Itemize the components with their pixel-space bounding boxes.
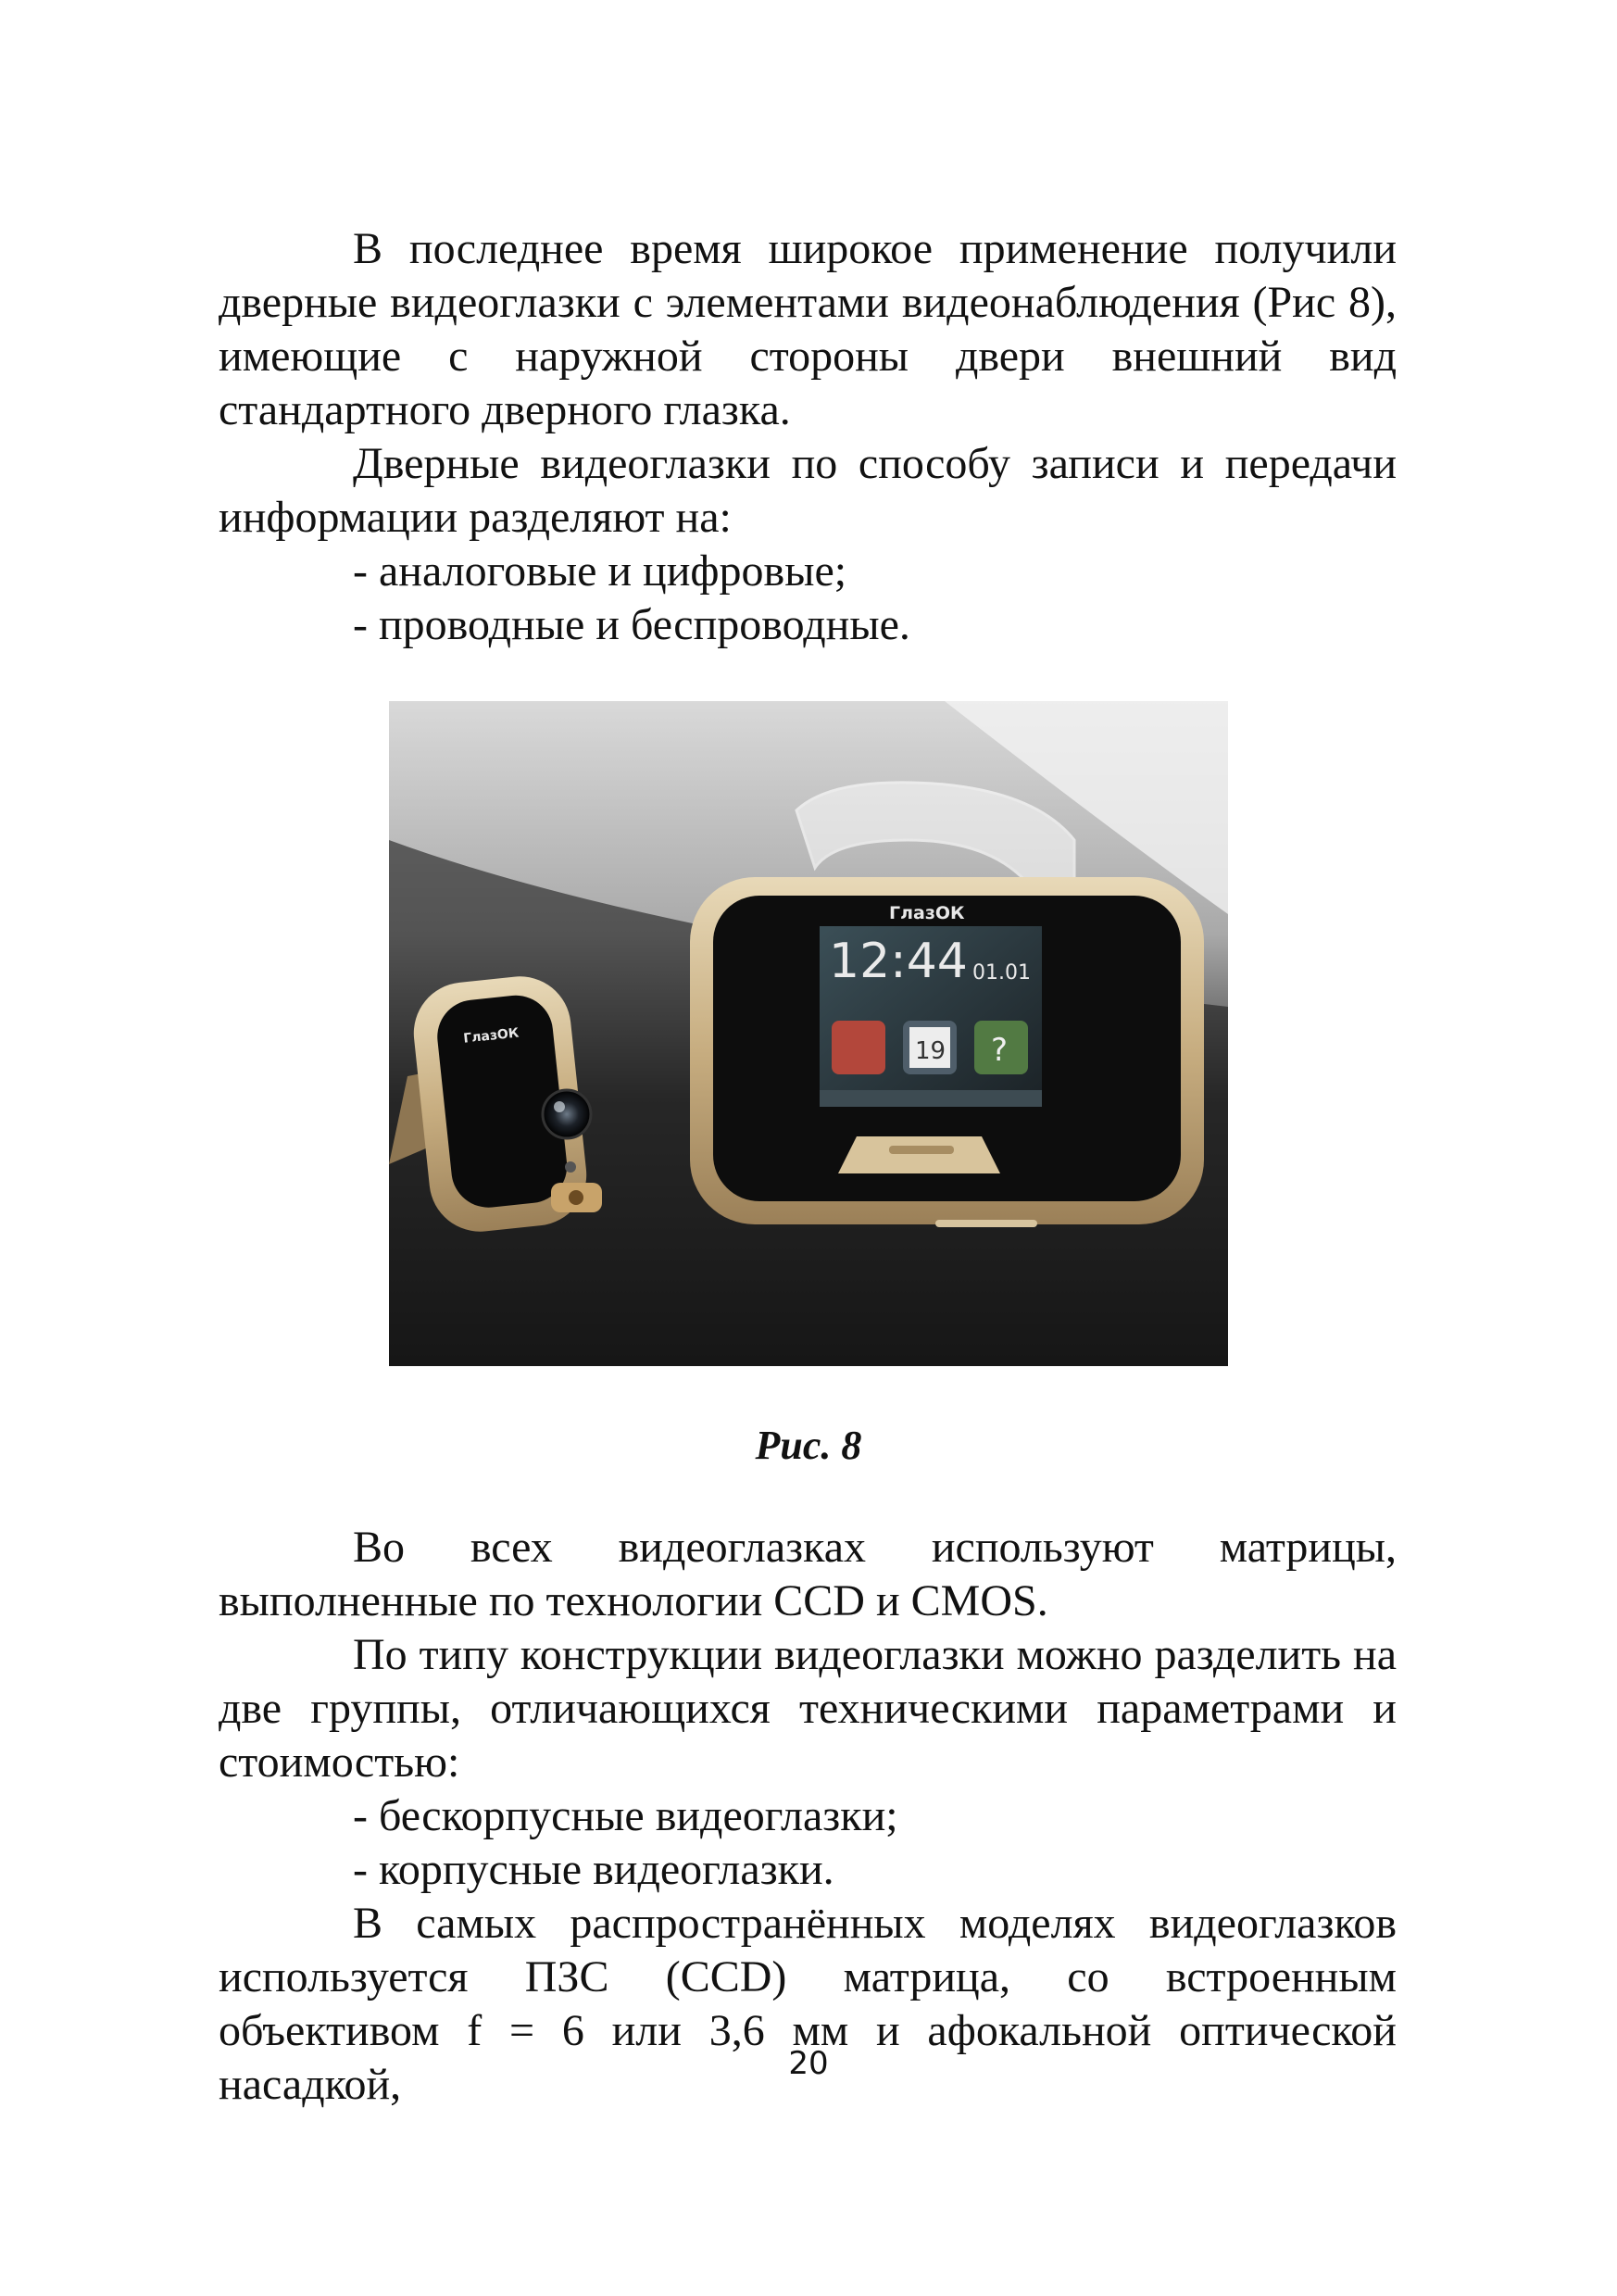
screen-calendar-icon: 19 [915, 1037, 946, 1065]
list-item: - аналоговые и цифровые; [353, 546, 847, 596]
page-number: 20 [788, 2045, 829, 2082]
monitor-brand-logo: ГлазОК [889, 903, 965, 923]
top-text-block [219, 222, 1397, 652]
camera-brand-logo: ГлазОК [462, 1025, 520, 1047]
list-item: - проводные и беспроводные. [353, 600, 910, 649]
screen-date: 01.01 [972, 961, 1031, 985]
figure-door-viewer-photo [389, 701, 1228, 1366]
screen-help-icon: ? [991, 1032, 1009, 1069]
figure-caption: Рис. 8 [755, 1423, 862, 1468]
screen-clock: 12:44 [829, 934, 968, 989]
paragraph-matrices: Во всех видеоглазках используют матрицы, выполненные по технологии CCD и CMOS. [219, 1523, 1397, 1625]
paragraph-construction: По типу конструкции видеоглазки можно разделить на две группы, отличающихся техническими параметрами и стоимостью: [219, 1630, 1397, 1787]
paragraph-classification: Дверные видеоглазки по способу записи и передачи информации разделяют на: [219, 439, 1397, 542]
paragraph-intro: В последнее время широкое применение получили дверные видеоглазки с элементами видеонаблюдения (Рис 8), имеющие с наружной стороны двери внешний вид стандартного дверного глазка. [219, 224, 1397, 434]
bottom-text-block [219, 1521, 1397, 2112]
list-item: - корпусные видеоглазки. [353, 1845, 834, 1894]
paragraph-ccd: В самых распространённых моделях видеоглазков используется ПЗС (CCD) матрица, со встроенным объективом f = 6 или 3,6 мм и афокальной оптической насадкой, [219, 1899, 1397, 2109]
list-item: - бескорпусные видеоглазки; [353, 1791, 898, 1840]
